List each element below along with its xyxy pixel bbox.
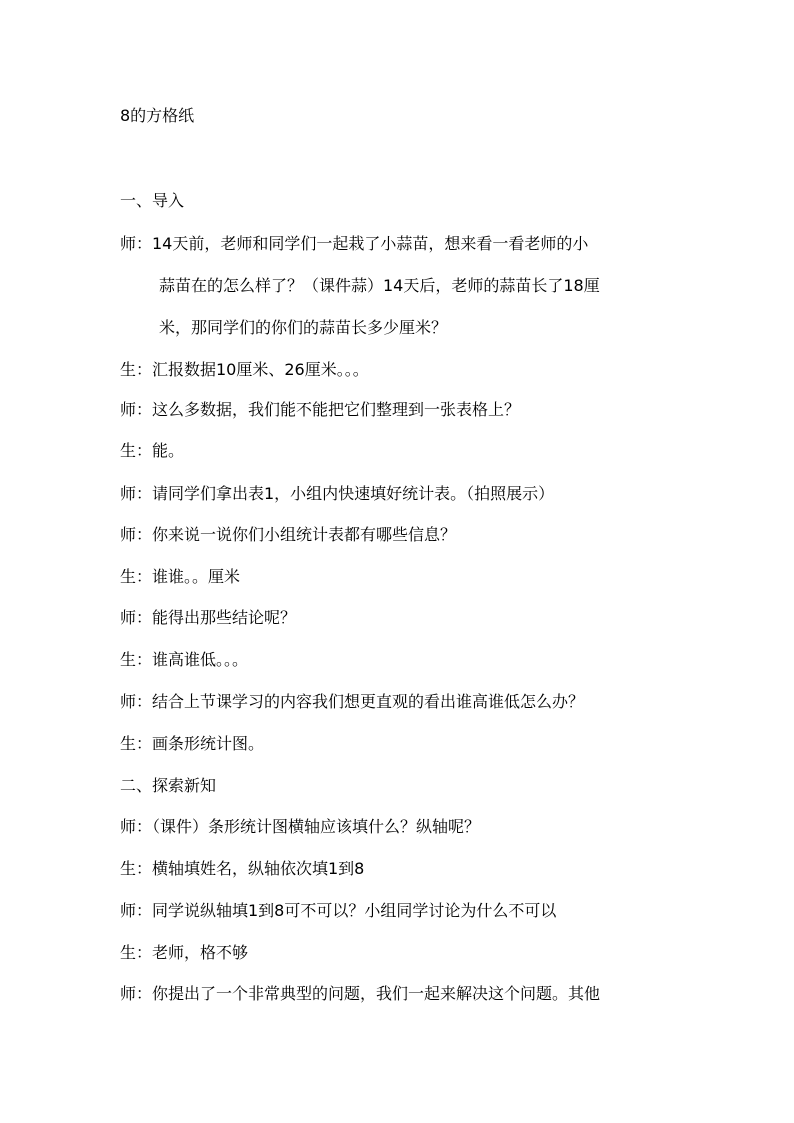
paragraph-line: 生：老师，格不够	[120, 943, 249, 962]
paragraph-line: 生：谁谁。。厘米	[120, 567, 241, 586]
document-title: 8的方格纸	[120, 106, 195, 125]
paragraph-line: 师：你来说一说你们小组统计表都有哪些信息？	[120, 525, 457, 544]
paragraph-line: 师：这么多数据，我们能不能把它们整理到一张表格上？	[120, 400, 521, 419]
section-heading-intro: 一、导入	[120, 191, 185, 210]
section-heading-explore: 二、探索新知	[120, 776, 217, 795]
paragraph-line: 生：横轴填姓名，纵轴依次填1到8	[120, 859, 365, 878]
paragraph-line: 米，那同学们的你们的蒜苗长多少厘米？	[159, 318, 448, 337]
paragraph-line: 师：同学说纵轴填1到8可不可以？小组同学讨论为什么不可以	[120, 901, 557, 920]
paragraph-line: 师：能得出那些结论呢？	[120, 608, 297, 627]
paragraph-line: 生：汇报数据10厘米、26厘米。。。	[120, 360, 369, 379]
paragraph-line: 蒜苗在的怎么样了？（课件蒜）14天后，老师的蒜苗长了18厘	[159, 276, 600, 295]
paragraph-line: 生：画条形统计图。	[120, 734, 265, 753]
paragraph-line: 生：能。	[120, 441, 185, 460]
paragraph-line: 师：14天前，老师和同学们一起栽了小蒜苗，想来看一看老师的小	[120, 234, 589, 253]
paragraph-line: 师：请同学们拿出表1，小组内快速填好统计表。（拍照展示）	[120, 484, 555, 503]
paragraph-line: 生：谁高谁低。。。	[120, 650, 249, 669]
paragraph-line: 师：你提出了一个非常典型的问题，我们一起来解决这个问题。其他	[120, 984, 601, 1003]
paragraph-line: 师：结合上节课学习的内容我们想更直观的看出谁高谁低怎么办？	[120, 692, 585, 711]
paragraph-line: 师：（课件）条形统计图横轴应该填什么？纵轴呢？	[120, 817, 481, 836]
